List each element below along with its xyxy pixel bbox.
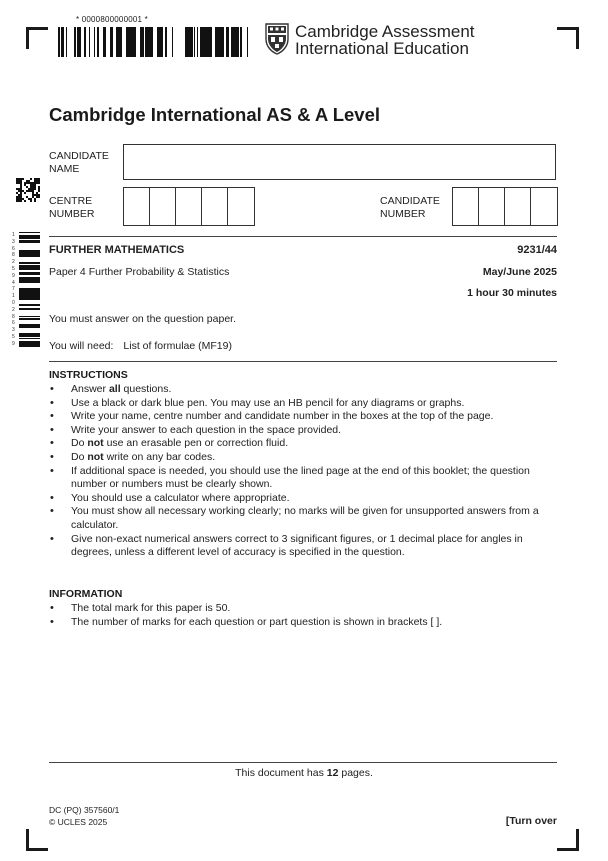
- qr-code: [16, 178, 40, 202]
- instruction-text: Write your name, centre number and candidate number in the boxes at the top of the page.: [71, 410, 494, 423]
- candidate-digit-box[interactable]: [505, 188, 531, 225]
- instruction-item: [49, 437, 549, 451]
- information-item: • The number of marks for each question or part question is shown in brackets [ ].: [49, 616, 549, 630]
- candidate-number-label-line-1: CANDIDATE: [380, 195, 440, 207]
- instruction-item: [49, 410, 549, 424]
- exam-session: May/June 2025: [482, 266, 557, 278]
- paper-title: Paper 4 Further Probability & Statistics: [49, 266, 230, 278]
- information-list: [49, 602, 549, 629]
- candidate-digit-box[interactable]: [453, 188, 479, 225]
- candidate-name-field[interactable]: [123, 144, 556, 180]
- divider: [49, 762, 557, 763]
- information-heading: INFORMATION: [49, 588, 123, 600]
- instruction-item: [49, 451, 549, 465]
- instruction-emphasis: not: [87, 450, 104, 463]
- instruction-text: Do: [71, 437, 88, 450]
- document-reference: DC (PQ) 357560/1: [49, 805, 120, 815]
- candidate-digit-box[interactable]: [479, 188, 505, 225]
- instruction-text: You should use a calculator where appropriate.: [71, 491, 290, 504]
- candidate-name-label-line-1: CANDIDATE: [49, 150, 109, 162]
- corner-mark-bottom-left: [26, 829, 48, 851]
- equipment-label: You will need:: [49, 340, 114, 352]
- centre-number-label-line-1: CENTRE: [49, 195, 93, 207]
- centre-number-label-line-2: NUMBER: [49, 208, 95, 220]
- exam-duration: 1 hour 30 minutes: [467, 287, 557, 299]
- centre-digit-box[interactable]: [228, 188, 254, 225]
- centre-number-field[interactable]: [123, 187, 255, 226]
- instruction-emphasis: all: [108, 383, 121, 395]
- instruction-item: [49, 492, 549, 506]
- candidate-number-field[interactable]: [452, 187, 558, 226]
- subject-title: FURTHER MATHEMATICS: [49, 244, 185, 256]
- centre-digit-box[interactable]: [176, 188, 202, 225]
- instructions-list: [49, 383, 549, 560]
- candidate-number-label: [380, 195, 440, 221]
- centre-digit-box[interactable]: [150, 188, 176, 225]
- page-count-suffix: pages.: [338, 767, 373, 779]
- candidate-name-label-line-2: NAME: [49, 163, 80, 175]
- instruction-text: write on any bar codes.: [103, 450, 216, 463]
- candidate-name-label: [49, 150, 109, 176]
- divider: [49, 361, 557, 362]
- instruction-text: Answer: [71, 383, 109, 395]
- instruction-emphasis: not: [87, 437, 104, 450]
- instruction-item: [49, 397, 549, 411]
- qualification-title: Cambridge International AS & A Level: [49, 104, 381, 125]
- candidate-number-label-line-2: NUMBER: [380, 208, 426, 220]
- instruction-item: [49, 383, 549, 397]
- corner-mark-bottom-right: [557, 829, 579, 851]
- logo-line-2: International Education: [295, 39, 469, 58]
- equipment-line: [49, 340, 232, 352]
- instruction-text: use an erasable pen or correction fluid.: [103, 437, 289, 450]
- answer-note: You must answer on the question paper.: [49, 313, 236, 325]
- centre-number-label: [49, 195, 95, 221]
- centre-digit-box[interactable]: [124, 188, 150, 225]
- barcode-number: * 0000800000001 *: [76, 15, 148, 24]
- instruction-text: Give non-exact numerical answers correct to 3 significant figures, or 1 decimal place for angles in degrees, unless a different level of accuracy is specified in the question.: [71, 532, 523, 559]
- centre-digit-box[interactable]: [202, 188, 228, 225]
- paper-code: 9231/44: [517, 244, 557, 256]
- logo-wordmark: [295, 23, 475, 58]
- side-barcode-digits: 1 3 6 8 2 5 9 4 7 1 0 2 8 6 3 5 9: [12, 232, 15, 347]
- turn-over: [Turn over: [505, 815, 557, 827]
- copyright: © UCLES 2025: [49, 817, 108, 827]
- instruction-text: If additional space is needed, you should use the lined page at the end of this booklet; the question number or numbers must be clearly shown.: [71, 464, 530, 491]
- equipment-item: List of formulae (MF19): [123, 340, 232, 352]
- corner-mark-top-right: [557, 27, 579, 49]
- instruction-text: questions.: [120, 383, 172, 395]
- page-count: 12: [326, 767, 339, 779]
- divider: [49, 236, 557, 237]
- instruction-text: Do: [71, 450, 88, 463]
- cambridge-logo: [265, 23, 475, 58]
- instruction-text: Write your answer to each question in the space provided.: [71, 423, 342, 436]
- candidate-digit-box[interactable]: [531, 188, 557, 225]
- cambridge-shield-icon: [265, 23, 289, 55]
- instruction-text: Use a black or dark blue pen. You may use an HB pencil for any diagrams or graphs.: [71, 396, 465, 409]
- information-item: • The total mark for this paper is 50.: [49, 602, 549, 616]
- instruction-text: You must show all necessary working clearly; no marks will be given for unsupported answers from a calculator.: [71, 505, 539, 531]
- instruction-item: [49, 424, 549, 438]
- instruction-item: [49, 505, 549, 532]
- instruction-item: [49, 533, 549, 560]
- header-barcode: [58, 27, 249, 57]
- corner-mark-top-left: [26, 27, 48, 49]
- instruction-item: [49, 465, 549, 492]
- page-count-prefix: This document has: [235, 767, 327, 779]
- logo-line-1: Cambridge Assessment: [295, 22, 475, 41]
- page-count-note: [0, 767, 608, 779]
- instructions-heading: INSTRUCTIONS: [49, 369, 128, 381]
